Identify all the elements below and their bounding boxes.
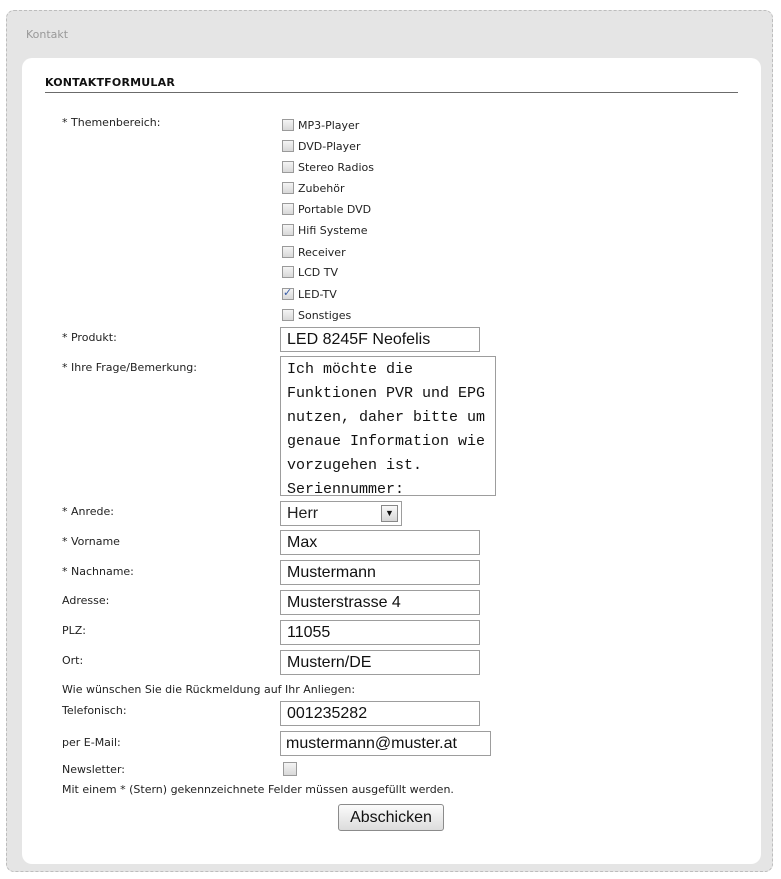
topic-label: Hifi Systeme — [298, 223, 368, 237]
produkt-input[interactable]: LED 8245F Neofelis — [280, 327, 480, 352]
topic-checkbox[interactable] — [282, 309, 294, 321]
plz-label: PLZ: — [62, 624, 87, 637]
newsletter-label: Newsletter: — [62, 763, 125, 776]
topic-label: LCD TV — [298, 265, 339, 279]
nachname-input[interactable]: Mustermann — [280, 560, 480, 585]
topic-label: Sonstiges — [298, 308, 352, 322]
telefonisch-label: Telefonisch: — [62, 704, 127, 717]
telefonisch-input[interactable]: 001235282 — [280, 701, 480, 726]
topic-lcd-tv[interactable] — [282, 263, 338, 281]
chevron-down-icon[interactable]: ▼ — [381, 505, 398, 522]
topic-label: Stereo Radios — [298, 160, 374, 174]
topic-checkbox[interactable] — [282, 161, 294, 173]
submit-button[interactable]: Abschicken — [338, 804, 444, 831]
topic-portable-dvd[interactable] — [282, 200, 371, 218]
topic-sonstiges[interactable] — [282, 306, 351, 324]
topic-checkbox[interactable] — [282, 224, 294, 236]
plz-input[interactable]: 11055 — [280, 620, 480, 645]
topic-label: Receiver — [298, 245, 346, 259]
topic-checkbox[interactable] — [282, 119, 294, 131]
topic-checkbox[interactable] — [282, 182, 294, 194]
vorname-input[interactable]: Max — [280, 530, 480, 555]
nachname-label: * Nachname: — [62, 565, 134, 578]
email-label: per E-Mail: — [62, 736, 121, 749]
anrede-label: * Anrede: — [62, 505, 114, 518]
topic-checkbox[interactable] — [282, 140, 294, 152]
ort-input[interactable]: Mustern/DE — [280, 650, 480, 675]
anrede-selected-value: Herr — [287, 505, 319, 522]
topic-hifi-systeme[interactable] — [282, 221, 368, 239]
themen-label: * Themenbereich: — [62, 116, 161, 129]
form-title: KONTAKTFORMULAR — [45, 76, 738, 93]
frage-textarea[interactable]: Ich möchte die Funktionen PVR und EPG nutzen, daher bitte um genaue Information wie vorzugehen ist. Seriennummer: — [280, 356, 496, 496]
ort-label: Ort: — [62, 654, 84, 667]
breadcrumb[interactable]: Kontakt — [26, 28, 69, 41]
email-input[interactable]: mustermann@muster.at — [280, 731, 491, 756]
topic-label: DVD-Player — [298, 139, 361, 153]
topic-mp3-player[interactable] — [282, 116, 359, 134]
topic-checkbox-checked[interactable] — [282, 288, 294, 300]
rueckmeldung-label: Wie wünschen Sie die Rückmeldung auf Ihr Anliegen: — [62, 683, 356, 696]
topic-checkbox[interactable] — [282, 266, 294, 278]
frage-label: * Ihre Frage/Bemerkung: — [62, 361, 197, 374]
topic-checkbox[interactable] — [282, 203, 294, 215]
produkt-label: * Produkt: — [62, 331, 117, 344]
adresse-input[interactable]: Musterstrasse 4 — [280, 590, 480, 615]
topic-label: Portable DVD — [298, 202, 372, 216]
required-fields-hint: Mit einem * (Stern) gekennzeichnete Felder müssen ausgefüllt werden. — [62, 783, 454, 796]
adresse-label: Adresse: — [62, 594, 110, 607]
topic-receiver[interactable] — [282, 243, 346, 261]
topic-checkbox[interactable] — [282, 246, 294, 258]
anrede-select[interactable] — [280, 501, 402, 526]
topic-stereo-radios[interactable] — [282, 158, 374, 176]
newsletter-checkbox[interactable] — [283, 762, 297, 776]
topic-label: Zubehör — [298, 181, 345, 195]
topic-led-tv[interactable] — [282, 285, 337, 303]
topic-dvd-player[interactable] — [282, 137, 360, 155]
topic-zubehoer[interactable] — [282, 179, 344, 197]
topic-label: LED-TV — [298, 287, 337, 301]
vorname-label: * Vorname — [62, 535, 120, 548]
topic-label: MP3-Player — [298, 118, 360, 132]
